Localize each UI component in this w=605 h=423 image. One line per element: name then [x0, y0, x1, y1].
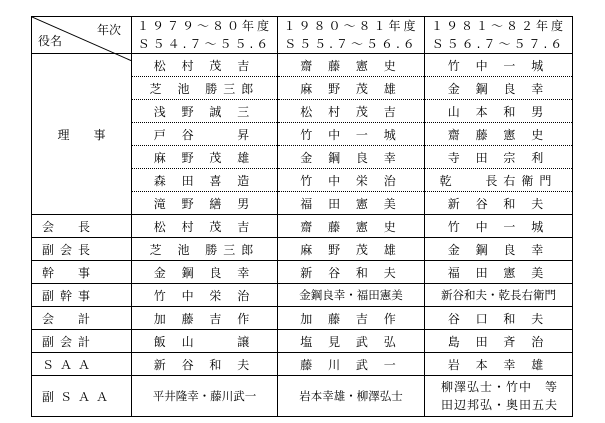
name-cell: 新谷和夫・乾長右衛門	[425, 284, 573, 307]
table-row	[32, 215, 573, 238]
corner-header-cell	[32, 17, 132, 54]
name-line: 田辺邦弘・奥田五夫	[440, 398, 558, 412]
name-cell: 戸 谷 昇	[132, 123, 278, 146]
name-cell: 芝 池 勝三郎	[132, 238, 278, 261]
name-cell: 金 鋼 良 幸	[132, 261, 278, 284]
name-line: 柳澤弘士・竹中 等	[440, 380, 558, 394]
name-cell: 岩本幸雄・柳澤弘士	[278, 376, 425, 417]
role-cell: ＳＡＡ	[32, 353, 132, 376]
name-cell: 岩 本 幸 雄	[425, 353, 573, 376]
name-cell: 竹 中 栄 治	[278, 169, 425, 192]
name-cell: 滝 野 繕 男	[132, 192, 278, 215]
name-cell: 齋 藤 憲 史	[278, 215, 425, 238]
table-row	[32, 238, 573, 261]
name-cell: 新 谷 和 夫	[278, 261, 425, 284]
year-header-1981	[425, 17, 573, 54]
year-range: １９８０～８１年度	[283, 19, 419, 33]
name-cell: 芝 池 勝三郎	[132, 77, 278, 100]
name-cell: 森 田 喜 造	[132, 169, 278, 192]
name-cell: 寺 田 宗 利	[425, 146, 573, 169]
name-cell: 竹 中 一 城	[425, 215, 573, 238]
table-row	[32, 261, 573, 284]
table-row	[32, 376, 573, 417]
name-cell: 福 田 憲 美	[278, 192, 425, 215]
role-cell: 副ＳＡＡ	[32, 376, 132, 417]
name-cell: 浅 野 誠 三	[132, 100, 278, 123]
name-cell: 麻 野 茂 雄	[278, 238, 425, 261]
year-range: １９８１～８２年度	[430, 19, 566, 33]
role-label: 理 事	[57, 127, 106, 142]
role-cell: 幹 事	[32, 261, 132, 284]
name-cell: 加 藤 吉 作	[278, 307, 425, 330]
name-cell: 加 藤 吉 作	[132, 307, 278, 330]
name-cell: 金鋼良幸・福田憲美	[278, 284, 425, 307]
showa-range: Ｓ５４.７～５５.６	[137, 37, 272, 51]
name-cell: 乾 長右衛門	[425, 169, 573, 192]
name-cell: 山 本 和 男	[425, 100, 573, 123]
table-row	[32, 307, 573, 330]
name-cell: 飯 山 譲	[132, 330, 278, 353]
showa-range: Ｓ５５.７～５６.６	[284, 37, 418, 51]
name-cell: 平井隆幸・藤川武一	[132, 376, 278, 417]
name-cell: 金 鋼 良 幸	[425, 238, 573, 261]
name-cell: 島 田 斉 治	[425, 330, 573, 353]
name-cell: 谷 口 和 夫	[425, 307, 573, 330]
name-cell: 新 谷 和 夫	[425, 192, 573, 215]
role-corner-label: 役名	[38, 34, 63, 48]
role-cell-directors	[32, 54, 132, 215]
name-cell: 麻 野 茂 雄	[278, 77, 425, 100]
name-cell: 松 村 茂 吉	[132, 215, 278, 238]
name-cell: 金 鋼 良 幸	[425, 77, 573, 100]
role-cell: 副会長	[32, 238, 132, 261]
name-cell: 福 田 憲 美	[425, 261, 573, 284]
name-cell-two-line	[425, 376, 573, 417]
name-cell: 塩 見 武 弘	[278, 330, 425, 353]
year-header-1979	[132, 17, 278, 54]
year-header-1980	[278, 17, 425, 54]
name-cell: 松 村 茂 吉	[278, 100, 425, 123]
name-cell: 金 鋼 良 幸	[278, 146, 425, 169]
role-cell: 副会計	[32, 330, 132, 353]
name-cell: 竹 中 一 城	[425, 54, 573, 77]
table-row	[32, 353, 573, 376]
table-row	[32, 330, 573, 353]
name-cell: 齋 藤 憲 史	[425, 123, 573, 146]
showa-range: Ｓ５６.７～５７.６	[431, 37, 566, 51]
name-cell: 新 谷 和 夫	[132, 353, 278, 376]
name-cell: 藤 川 武 一	[278, 353, 425, 376]
role-cell: 副幹事	[32, 284, 132, 307]
year-range: １９７９～８０年度	[136, 19, 272, 33]
role-cell: 会 計	[32, 307, 132, 330]
table-row	[32, 284, 573, 307]
header-row	[32, 17, 573, 54]
name-cell: 竹 中 一 城	[278, 123, 425, 146]
name-cell: 松 村 茂 吉	[132, 54, 278, 77]
year-corner-label: 年次	[96, 23, 121, 37]
name-cell: 麻 野 茂 雄	[132, 146, 278, 169]
name-cell: 竹 中 栄 治	[132, 284, 278, 307]
officers-table	[31, 16, 573, 417]
name-cell: 齋 藤 憲 史	[278, 54, 425, 77]
role-cell: 会 長	[32, 215, 132, 238]
